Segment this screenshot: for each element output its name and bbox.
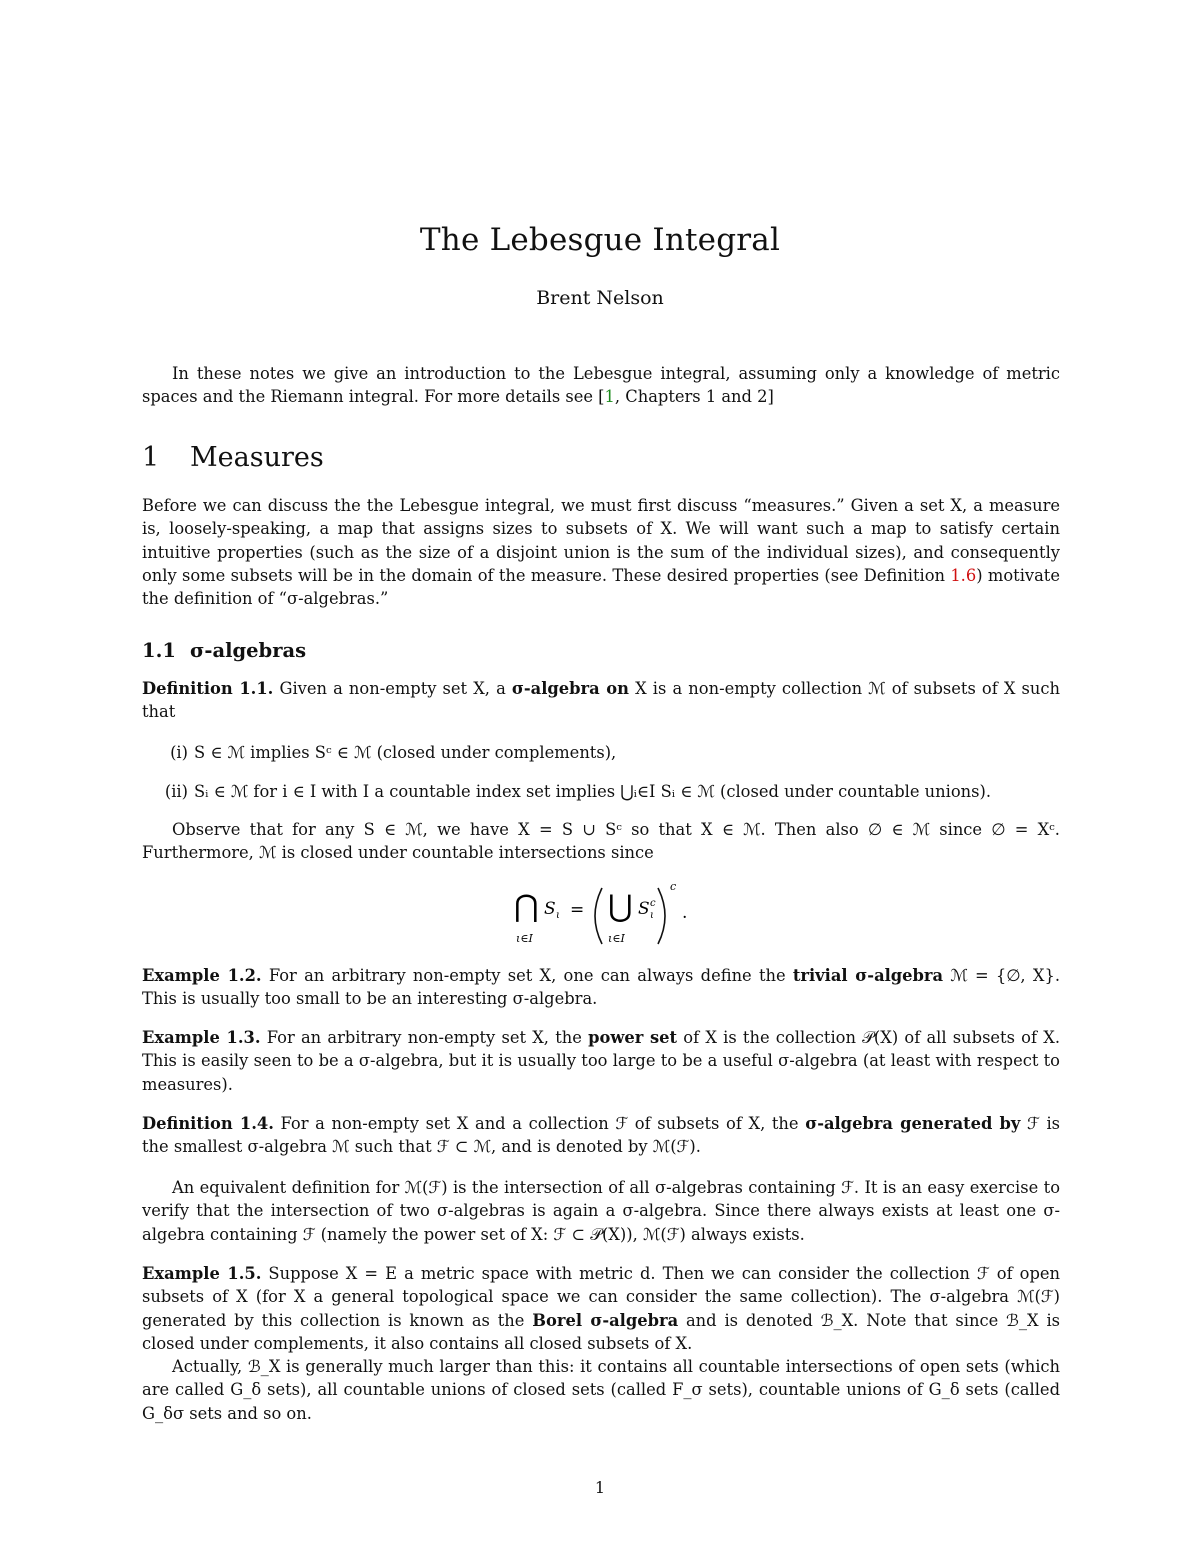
big-union-symbol: ⋃ <box>608 889 633 924</box>
equation-period: . <box>682 903 688 923</box>
example-text: For an arbitrary non-empty set X, one can always define the <box>261 966 793 985</box>
equivalent-definition-paragraph: An equivalent definition for ℳ(ℱ) is the intersection of all σ-algebras containing ℱ. It is an easy exercise to verify that the intersection of two σ-algebras is again a σ-algebra. Since there always exists at least one σ-algebra containing ℱ (namely the power set of X: ℱ ⊂ 𝒫(X)), ℳ(ℱ) always exists. <box>142 1178 1060 1244</box>
example-1-2 <box>142 964 1060 1011</box>
definition-term: σ-algebra on <box>511 679 629 698</box>
definition-label: Definition 1.1. <box>142 679 274 698</box>
left-parenthesis <box>595 888 602 944</box>
rhs-subscript: ι∈I <box>608 932 625 945</box>
example-term: Borel σ-algebra <box>532 1310 679 1330</box>
abstract <box>142 362 1060 409</box>
subsection-heading <box>142 639 306 662</box>
section-heading <box>142 442 324 473</box>
list-item <box>142 741 1060 764</box>
example-label: Example 1.2. <box>142 966 262 985</box>
example-text-end: of X is the collection 𝒫(X) of all subsets of X. This is easily seen to be a σ-algebra, but it is usually too large to be a useful σ-algebra (at least with respect to measures). <box>142 1028 1060 1094</box>
document-author: Brent Nelson <box>536 287 664 309</box>
display-equation <box>510 878 710 948</box>
example-1-3 <box>142 1026 1060 1096</box>
svg-text:ι: ι <box>650 910 654 921</box>
paragraph-text: Before we can discuss the the Lebesgue integral, we must first discuss “measures.” Given a set X, a measure is, loosely-speaking, a map that assigns sizes to subsets of X. We will want such a map to satisfy certain intuitive properties (such as the size of a disjoint union is the sum of the individual sizes), and consequently only some subsets will be in the domain of the measure. These desired properties (see Definition <box>142 496 1060 585</box>
definition-1-1 <box>142 677 1060 724</box>
page-number: 1 <box>594 1478 606 1497</box>
example-text-end: ℳ = {∅, X}. This is usually too small to be an interesting σ-algebra. <box>142 966 1060 1009</box>
example-1-5 <box>142 1262 1060 1355</box>
list-item-text: S ∈ ℳ implies Sᶜ ∈ ℳ (closed under complements), <box>194 743 617 762</box>
definition-1-4 <box>142 1112 1060 1159</box>
example-label: Example 1.5. <box>142 1264 262 1283</box>
example-label: Example 1.3. <box>142 1028 261 1047</box>
list-item-text: Sᵢ ∈ ℳ for i ∈ I with I a countable index set implies ⋃ᵢ∈I Sᵢ ∈ ℳ (closed under countable unions). <box>194 782 991 801</box>
definition-label: Definition 1.4. <box>142 1114 274 1133</box>
lhs-variable: S <box>544 899 556 919</box>
observe-paragraph: Observe that for any S ∈ ℳ, we have X = S ∪ Sᶜ so that X ∈ ℳ. Then also ∅ ∈ ℳ since ∅ = Xᶜ. Furthermore, ℳ is closed under countable intersections since <box>142 820 1060 863</box>
example-text: Suppose X = E a metric space with metric d. Then we can consider the collection ℱ of open subsets of X (for X a general topological space we can consider the same collection). The σ-algebra ℳ(ℱ) generated by this collection is known as the <box>142 1264 1061 1330</box>
example-text: For an arbitrary non-empty set X, the <box>260 1028 589 1047</box>
equals-sign: = <box>570 900 585 920</box>
abstract-text: In these notes we give an introduction to the Lebesgue integral, assuming only a knowledge of metric spaces and the Riemann integral. For more details see [ <box>142 364 1060 407</box>
example-term: trivial σ-algebra <box>792 966 944 985</box>
actually-paragraph: Actually, ℬ_X is generally much larger than this: it contains all countable intersections of open sets (which are called G_δ sets), all countable unions of closed sets (called F_σ sets), countable unions of G_δ sets (called G_δσ sets and so on. <box>142 1357 1060 1423</box>
list-item-label: (ii) <box>164 782 188 801</box>
section-intro-paragraph <box>142 494 1060 610</box>
lhs-subscript: ι∈I <box>516 932 533 945</box>
right-parenthesis <box>658 888 665 944</box>
svg-text:ι: ι <box>556 910 560 921</box>
big-intersection-symbol: ⋂ <box>514 889 539 924</box>
definition-term: σ-algebra generated by <box>805 1114 1021 1133</box>
example-text-end: and is denoted ℬ_X. Note that since ℬ_X is closed under complements, it also contains all closed subsets of X. <box>142 1310 1061 1353</box>
rhs-superscript: c <box>650 898 656 909</box>
list-item-label: (i) <box>170 743 188 762</box>
citation-link[interactable]: 1 <box>604 387 615 407</box>
definition-text-end: ℱ is the smallest σ-algebra ℳ such that ℱ ⊂ ℳ, and is denoted by ℳ(ℱ). <box>142 1114 1061 1157</box>
definition-text: Given a non-empty set X, a <box>273 679 512 698</box>
definition-link[interactable]: 1.6 <box>950 565 977 585</box>
document-title: The Lebesgue Integral <box>419 222 781 258</box>
paragraph-text-end: ) motivate the definition of “σ-algebras.” <box>142 565 1060 609</box>
outer-superscript: c <box>670 880 677 893</box>
abstract-text-end: , Chapters 1 and 2] <box>614 387 774 407</box>
rhs-variable: S <box>638 899 650 919</box>
subsection-number: 1.1 <box>142 639 176 662</box>
subsection-title: σ-algebras <box>190 639 307 662</box>
example-term: power set <box>588 1028 678 1047</box>
list-item <box>142 780 1060 803</box>
definition-text-end: X is a non-empty collection ℳ of subsets of X such that <box>142 679 1061 722</box>
section-title: Measures <box>190 442 324 473</box>
definition-text: For a non-empty set X and a collection ℱ of subsets of X, the <box>273 1114 806 1133</box>
section-number: 1 <box>142 442 160 473</box>
